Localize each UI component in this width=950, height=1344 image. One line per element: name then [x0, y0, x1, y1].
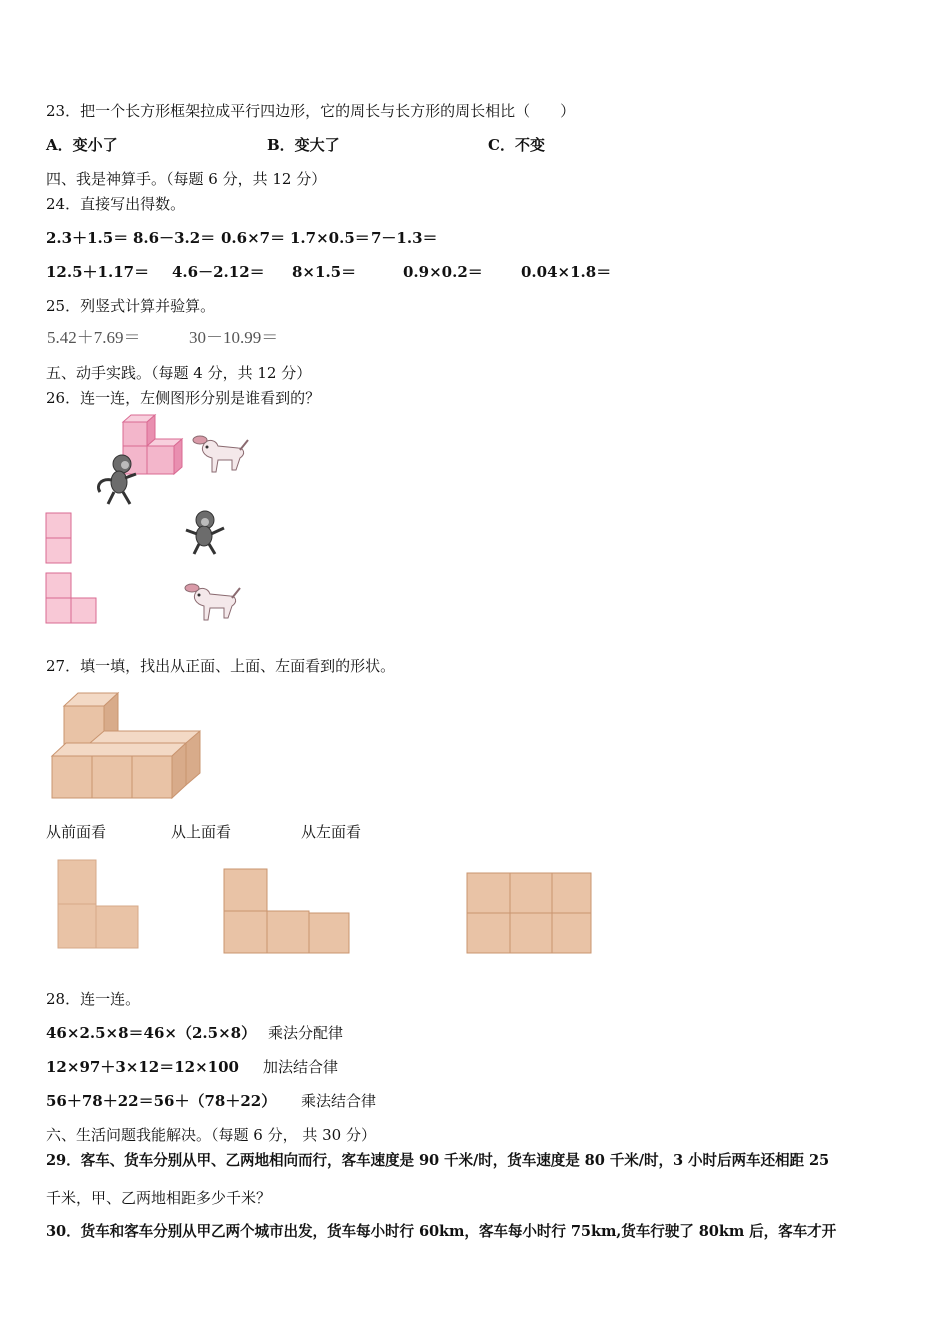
q24-r2-c1: 12.5＋1.17＝ [46, 263, 150, 281]
monkey-icon [180, 508, 230, 558]
q24-r1-c1: 2.3＋1.5＝ [46, 229, 129, 247]
section-6-title: 六、生活问题我能解决。（每题 6 分， 共 30 分） [46, 1126, 376, 1144]
q24-r2-c4: 0.9×0.2＝ [403, 263, 483, 281]
q25-expr-1: 5.42＋7.69＝ [47, 328, 141, 347]
q23-option-b[interactable]: B．变大了 [267, 136, 340, 154]
section-5-title: 五、动手实践。（每题 4 分，共 12 分） [46, 364, 312, 382]
q28-law-1[interactable]: 乘法分配律 [268, 1024, 344, 1042]
q24-r2-c5: 0.04×1.8＝ [521, 263, 612, 281]
q24-r1-c5: 7－1.3＝ [371, 229, 438, 247]
dog-icon [182, 578, 242, 623]
q25-expr-2: 30－10.99＝ [189, 328, 279, 347]
q28-law-2[interactable]: 加法结合律 [263, 1058, 339, 1076]
q27-text: 27．填一填，找出从正面、上面、左面看到的形状。 [46, 657, 396, 675]
pink-view-figures [45, 512, 105, 632]
q24-r1-c2: 8.6－3.2＝ [133, 229, 216, 247]
view-label-front: 从前面看 [46, 823, 107, 841]
view-label-top: 从上面看 [171, 823, 232, 841]
view-shape-3 [465, 871, 600, 961]
q28-expr-3: 56＋78＋22＝56＋（78＋22） [46, 1092, 277, 1110]
q23-option-a[interactable]: A．变小了 [46, 136, 118, 154]
view-label-left: 从左面看 [301, 823, 362, 841]
q23-text: 23．把一个长方形框架拉成平行四边形，它的周长与长方形的周长相比（ ） [46, 102, 576, 120]
q28-law-3[interactable]: 乘法结合律 [301, 1092, 377, 1110]
q25-text: 25．列竖式计算并验算。 [46, 297, 216, 315]
monkey-icon [92, 452, 142, 507]
q28-expr-2: 12×97＋3×12＝12×100 [46, 1058, 239, 1076]
q29-line-2: 千米，甲、乙两地相距多少千米？ [46, 1189, 272, 1207]
dog-icon [190, 430, 250, 475]
q26-text: 26．连一连，左侧图形分别是谁看到的？ [46, 389, 321, 407]
section-4-title: 四、我是神算手。（每题 6 分，共 12 分） [46, 170, 327, 188]
q24-r1-c4: 1.7×0.5＝ [290, 229, 370, 247]
view-shape-2 [222, 867, 357, 957]
q29-line-1: 29．客车、货车分别从甲、乙两地相向而行，客车速度是 90 千米/时，货车速度是 80 千米/时，3 小时后两车还相距 25 [46, 1152, 830, 1169]
q24-text: 24．直接写出得数。 [46, 195, 186, 213]
q24-r2-c3: 8×1.5＝ [292, 263, 357, 281]
q28-text: 28．连一连。 [46, 990, 141, 1008]
q23-option-c[interactable]: C．不变 [488, 136, 545, 154]
q30-line-1: 30．货车和客车分别从甲乙两个城市出发，货车每小时行 60km，客车每小时行 75km,货车行驶了 80km 后，客车才开 [46, 1223, 837, 1240]
q24-r1-c3: 0.6×7＝ [221, 229, 286, 247]
q28-expr-1: 46×2.5×8＝46×（2.5×8） [46, 1024, 257, 1042]
q24-r2-c2: 4.6－2.12＝ [172, 263, 265, 281]
view-shape-1 [56, 858, 146, 953]
tan-cube-stack-figure [50, 688, 210, 808]
